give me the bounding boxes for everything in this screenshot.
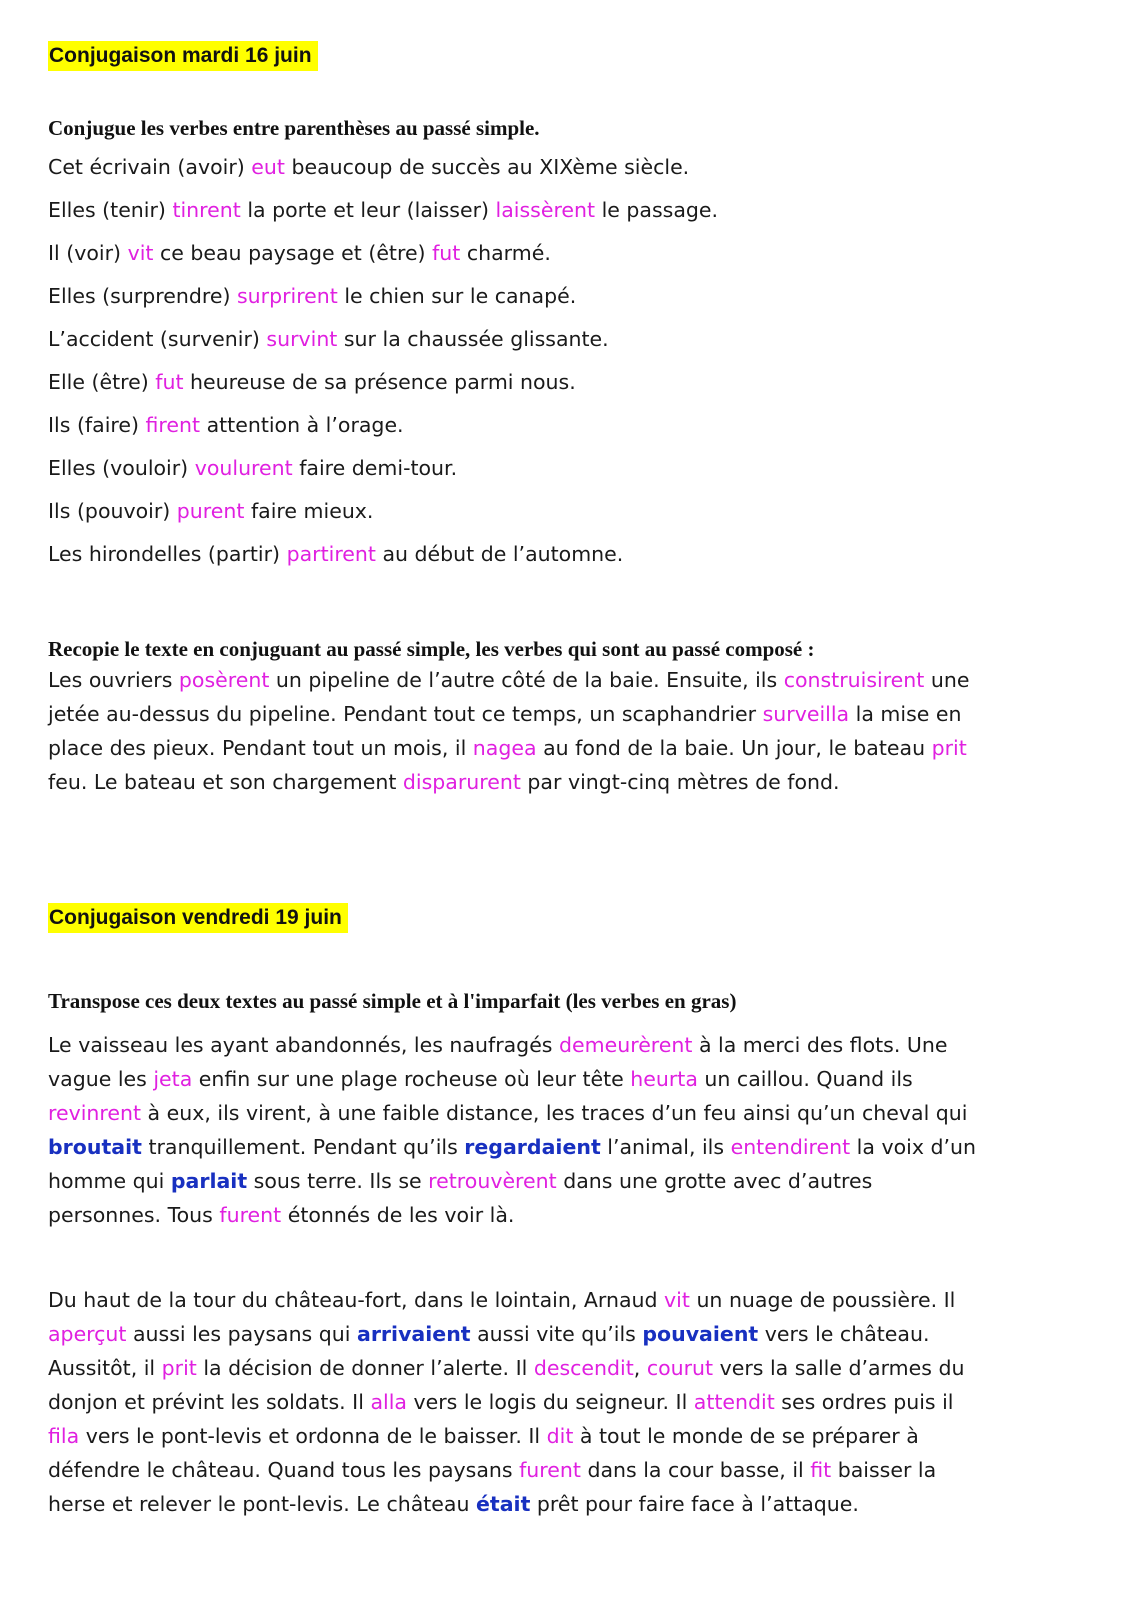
text-segment: vers le château. [758, 1322, 930, 1346]
conjugated-verb: retrouvèrent [428, 1169, 557, 1193]
text-segment: Elles (vouloir) [48, 456, 195, 480]
conjugated-verb: fut [432, 241, 461, 265]
text-line [48, 490, 718, 533]
text-segment: Il (voir) [48, 241, 128, 265]
conjugated-verb: laissèrent [495, 198, 596, 222]
text-segment: par vingt-cinq mètres de fond. [520, 770, 840, 794]
text-segment: défendre le château. Quand tous les paysans [48, 1458, 520, 1482]
conjugated-verb: disparurent [402, 770, 521, 794]
text-segment: Elles (tenir) [48, 198, 173, 222]
text-segment: prêt pour faire face à l’attaque. [530, 1492, 859, 1516]
text-segment: ce beau paysage et (être) [153, 241, 433, 265]
text-segment: vers le pont-levis et ordonna de le baisser. Il [79, 1424, 547, 1448]
exercise2-instruction: Recopie le texte en conjuguant au passé simple, les verbes qui sont au passé composé : [48, 637, 815, 661]
exercise2-text [48, 663, 969, 799]
conjugated-verb: demeurèrent [559, 1033, 693, 1057]
conjugated-verb: prit [161, 1356, 197, 1380]
text-segment: heureuse de sa présence parmi nous. [183, 370, 576, 394]
text-segment: baisser la [831, 1458, 937, 1482]
conjugated-verb: posèrent [178, 668, 270, 692]
text-line [48, 1283, 964, 1317]
conjugated-verb: vit [664, 1288, 690, 1312]
transposition-text-1 [48, 1028, 976, 1232]
conjugated-verb: fila [48, 1424, 80, 1448]
text-segment: vers le logis du seigneur. Il [406, 1390, 694, 1414]
imparfait-verb: était [476, 1492, 531, 1516]
transposition-text-2 [48, 1283, 964, 1521]
text-line [48, 663, 969, 697]
text-segment: Le vaisseau les ayant abandonnés, les naufragés [48, 1033, 560, 1057]
imparfait-verb: parlait [170, 1169, 248, 1193]
conjugated-verb: alla [370, 1390, 407, 1414]
text-line [48, 1028, 976, 1062]
conjugated-verb: tinrent [172, 198, 241, 222]
conjugated-verb: aperçut [48, 1322, 127, 1346]
text-segment: sur la chaussée glissante. [337, 327, 609, 351]
text-segment: ses ordres puis il [774, 1390, 954, 1414]
conjugated-verb: survint [266, 327, 338, 351]
conjugated-verb: jeta [153, 1067, 193, 1091]
text-segment: Les ouvriers [48, 668, 179, 692]
conjugated-verb: furent [219, 1203, 282, 1227]
text-segment: herse et relever le pont-levis. Le château [48, 1492, 476, 1516]
conjugated-verb: purent [176, 499, 245, 523]
text-segment: un caillou. Quand ils [697, 1067, 913, 1091]
conjugated-verb: construisirent [783, 668, 925, 692]
imparfait-verb: pouvaient [642, 1322, 759, 1346]
text-segment: une [924, 668, 970, 692]
text-segment: dans une grotte avec d’autres [556, 1169, 873, 1193]
text-line [48, 318, 718, 361]
text-segment: donjon et prévint les soldats. Il [48, 1390, 371, 1414]
text-segment: Les hirondelles (partir) [48, 542, 287, 566]
text-segment: Elles (surprendre) [48, 284, 237, 308]
conjugated-verb: fit [810, 1458, 832, 1482]
text-line [48, 1453, 964, 1487]
conjugated-verb: nagea [472, 736, 537, 760]
text-segment: le passage. [595, 198, 719, 222]
text-segment: , [633, 1356, 647, 1380]
text-line [48, 1164, 976, 1198]
conjugated-verb: descendit [533, 1356, 634, 1380]
text-segment: un nuage de poussière. Il [689, 1288, 956, 1312]
text-segment: Ils (pouvoir) [48, 499, 177, 523]
text-segment: à eux, ils virent, à une faible distance, les traces d’un feu ainsi qu’un cheval qui [141, 1101, 968, 1125]
text-segment: à la merci des flots. Une [692, 1033, 948, 1057]
text-line [48, 404, 718, 447]
text-segment: attention à l’orage. [200, 413, 404, 437]
text-segment: place des pieux. Pendant tout un mois, il [48, 736, 473, 760]
text-segment: personnes. Tous [48, 1203, 220, 1227]
conjugated-verb: eut [251, 155, 285, 179]
text-line [48, 1487, 964, 1521]
conjugated-verb: dit [546, 1424, 574, 1448]
text-segment: faire demi-tour. [292, 456, 458, 480]
text-segment: aussi vite qu’ils [470, 1322, 643, 1346]
conjugated-verb: entendirent [730, 1135, 851, 1159]
conjugated-verb: prit [931, 736, 967, 760]
text-segment: vers la salle d’armes du [713, 1356, 965, 1380]
text-segment: tranquillement. Pendant qu’ils [141, 1135, 465, 1159]
imparfait-verb: broutait [48, 1135, 142, 1159]
text-segment: enfin sur une plage rocheuse où leur tête [192, 1067, 631, 1091]
conjugated-verb: vit [127, 241, 154, 265]
conjugated-verb: fut [155, 370, 184, 394]
section1-heading: Conjugaison mardi 16 juin [48, 41, 318, 71]
conjugated-verb: courut [646, 1356, 714, 1380]
conjugated-verb: partirent [286, 542, 376, 566]
text-segment: la voix d’un [850, 1135, 976, 1159]
text-segment: Aussitôt, il [48, 1356, 162, 1380]
text-segment: étonnés de les voir là. [281, 1203, 515, 1227]
text-segment: sous terre. Ils se [247, 1169, 429, 1193]
text-segment: jetée au-dessus du pipeline. Pendant tout ce temps, un scaphandrier [48, 702, 763, 726]
text-segment: à tout le monde de se préparer à [573, 1424, 919, 1448]
text-segment: le chien sur le canapé. [337, 284, 577, 308]
conjugated-verb: furent [519, 1458, 581, 1482]
text-line [48, 697, 969, 731]
text-segment: la décision de donner l’alerte. Il [196, 1356, 534, 1380]
conjugated-verb: heurta [630, 1067, 698, 1091]
section2-heading: Conjugaison vendredi 19 juin [48, 903, 348, 933]
text-segment: la mise en [849, 702, 962, 726]
text-line [48, 1130, 976, 1164]
exercise1-lines [48, 146, 718, 576]
text-segment: charmé. [460, 241, 551, 265]
conjugated-verb: surprirent [236, 284, 338, 308]
text-segment: dans la cour basse, il [580, 1458, 811, 1482]
text-line [48, 447, 718, 490]
text-line [48, 1385, 964, 1419]
text-line [48, 361, 718, 404]
text-line [48, 232, 718, 275]
text-segment: faire mieux. [244, 499, 374, 523]
text-line [48, 1096, 976, 1130]
text-line [48, 275, 718, 318]
text-line [48, 1419, 964, 1453]
text-segment: vague les [48, 1067, 154, 1091]
conjugated-verb: voulurent [194, 456, 293, 480]
text-segment: homme qui [48, 1169, 171, 1193]
imparfait-verb: regardaient [464, 1135, 601, 1159]
conjugated-verb: revinrent [48, 1101, 142, 1125]
text-segment: aussi les paysans qui [126, 1322, 357, 1346]
text-segment: Ils (faire) [48, 413, 146, 437]
text-line [48, 1062, 976, 1096]
section2-instruction: Transpose ces deux textes au passé simple et à l'imparfait (les verbes en gras) [48, 989, 737, 1013]
exercise1-instruction: Conjugue les verbes entre parenthèses au passé simple. [48, 116, 540, 140]
text-line [48, 533, 718, 576]
text-segment: Cet écrivain (avoir) [48, 155, 252, 179]
text-segment: au début de l’automne. [375, 542, 624, 566]
text-segment: Du haut de la tour du château-fort, dans le lointain, Arnaud [48, 1288, 665, 1312]
text-segment: Elle (être) [48, 370, 156, 394]
text-segment: au fond de la baie. Un jour, le bateau [536, 736, 932, 760]
imparfait-verb: arrivaient [356, 1322, 471, 1346]
text-line [48, 1198, 976, 1232]
conjugated-verb: surveilla [762, 702, 850, 726]
text-segment: la porte et leur (laisser) [240, 198, 496, 222]
text-line [48, 189, 718, 232]
conjugated-verb: firent [145, 413, 201, 437]
text-line [48, 1351, 964, 1385]
conjugated-verb: attendit [693, 1390, 775, 1414]
text-line [48, 765, 969, 799]
text-line [48, 731, 969, 765]
text-line [48, 146, 718, 189]
text-segment: l’animal, ils [600, 1135, 731, 1159]
text-segment: un pipeline de l’autre côté de la baie. Ensuite, ils [269, 668, 784, 692]
text-segment: L’accident (survenir) [48, 327, 267, 351]
text-line [48, 1317, 964, 1351]
text-segment: feu. Le bateau et son chargement [48, 770, 403, 794]
text-segment: beaucoup de succès au XIXème siècle. [284, 155, 690, 179]
